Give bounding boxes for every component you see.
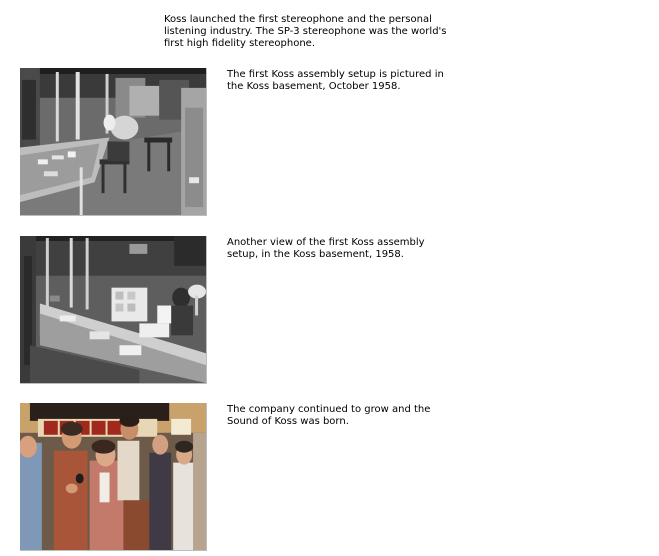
- caption-line: setup, in the Koss basement, 1958.: [227, 249, 404, 260]
- intro-line: Koss launched the first stereophone and the personal: [164, 14, 432, 25]
- caption-line: the Koss basement, October 1958.: [227, 81, 401, 92]
- intro-line: first high fidelity stereophone.: [164, 38, 315, 49]
- listeners-color-photo-icon: [20, 403, 206, 550]
- intro-paragraph: [164, 14, 494, 50]
- caption-line: The company continued to grow and the: [227, 404, 431, 415]
- assembly-photo-1: [20, 68, 207, 216]
- assembly-basement-photo-icon: [20, 236, 206, 383]
- assembly-basement-photo-icon: [20, 68, 206, 215]
- caption-line: Another view of the first Koss assembly: [227, 237, 425, 248]
- caption-1: [227, 69, 487, 93]
- assembly-photo-2: [20, 236, 207, 384]
- caption-2: [227, 237, 487, 261]
- listeners-photo: [20, 403, 207, 551]
- caption-line: The first Koss assembly setup is pictured in: [227, 69, 444, 80]
- caption-line: Sound of Koss was born.: [227, 416, 349, 427]
- intro-line: listening industry. The SP-3 stereophone was the world's: [164, 26, 447, 37]
- caption-3: [227, 404, 487, 428]
